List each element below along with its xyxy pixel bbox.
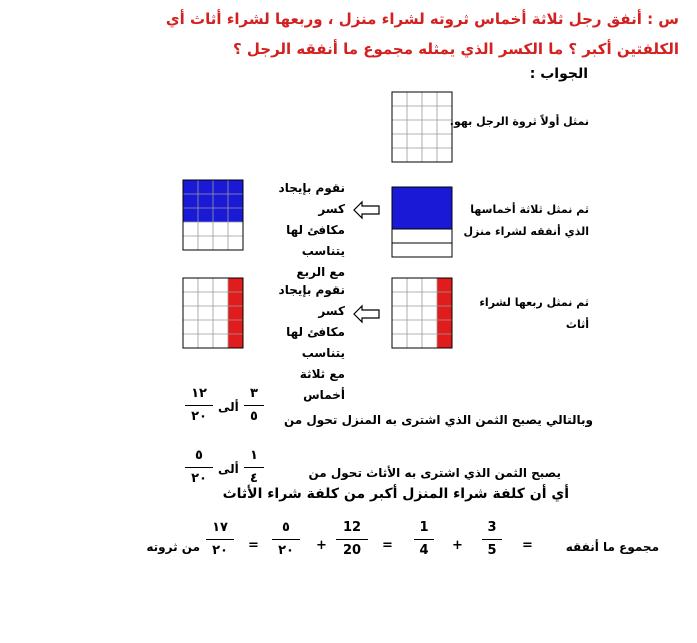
house-conversion-text: وبالتالي يصبح الثمن الذي اشترى به المنزل تحول من (283, 413, 593, 427)
fraction-denominator: 4 (419, 543, 429, 558)
fraction-1-4 (414, 520, 434, 559)
sum-suffix: من ثروته (146, 540, 200, 554)
fraction-numerator: 1 (419, 520, 429, 535)
fraction-bar (185, 405, 213, 406)
equiv-quarter-line-3: مع الربع (296, 265, 345, 279)
to-word: ألى (218, 462, 239, 476)
fraction-bar (185, 467, 213, 468)
fraction-denominator: ٢٠ (191, 471, 207, 486)
fraction-denominator: 5 (487, 543, 497, 558)
house-text-line-1: ثم نمثل ثلاثة أخماسها (470, 203, 589, 216)
equiv-fifths-line-1: نقوم بإيجاد كسر (278, 283, 345, 318)
fraction-denominator: ٢٠ (191, 409, 207, 424)
equiv-quarter-text (255, 178, 345, 283)
fraction-denominator: ٢٠ (212, 543, 228, 558)
fraction-bar (414, 539, 434, 540)
equiv-fifths-text (255, 280, 345, 406)
furniture-conversion-text: يصبح الثمن الذي اشترى به الأثاث تحول من (308, 466, 561, 480)
fraction-numerator: ٣ (250, 386, 258, 401)
fraction-denominator: ٢٠ (278, 543, 294, 558)
equals-sign: = (382, 538, 393, 553)
furniture-fraction-text (459, 292, 589, 336)
fraction-numerator: 12 (342, 520, 362, 535)
fraction-three-fifths (244, 386, 264, 425)
fraction-bar (244, 467, 264, 468)
represent-wealth-text: نمثل أولاً ثروة الرجل بهو. (449, 115, 589, 128)
furniture-text-line-1: ثم نمثل ربعها لشراء (479, 296, 589, 309)
whole-wealth-grid (392, 92, 454, 164)
equiv-quarter-line-2: مكافئ لها يتناسب (286, 223, 345, 258)
five-twentieths-grid (183, 278, 245, 350)
fraction-numerator: ١٢ (191, 386, 207, 401)
to-word: ألى (218, 400, 239, 414)
house-fraction-text (459, 199, 589, 243)
answer-label: الجواب : (529, 66, 588, 82)
twelve-twentieths-grid (183, 180, 245, 252)
furniture-text-line-2: أثاث (565, 318, 589, 331)
fraction-bar (336, 539, 368, 540)
equiv-fifths-line-3: مع ثلاثة أخماس (299, 367, 345, 402)
fraction-17-20 (206, 520, 234, 559)
house-text-line-2: الذي أنفقه لشراء منزل (463, 225, 589, 238)
fraction-numerator: ١ (250, 448, 258, 463)
question-line-2: الكلفتين أكبر ؟ ما الكسر الذي يمثله مجموع ما أنفقه الرجل ؟ (232, 40, 679, 58)
plus-sign: + (452, 538, 463, 553)
three-fifths-house-grid (392, 187, 454, 259)
fraction-one-quarter (244, 448, 264, 487)
plus-sign: + (316, 538, 327, 553)
equals-sign: = (248, 538, 259, 553)
fraction-denominator: ٤ (250, 471, 258, 486)
fraction-12-20 (336, 520, 368, 559)
equals-sign: = (522, 538, 533, 553)
fraction-denominator: 20 (342, 543, 362, 558)
fraction-bar (206, 539, 234, 540)
fraction-twelve-twentieths (185, 386, 213, 425)
fraction-numerator: 3 (487, 520, 497, 535)
fraction-bar (482, 539, 502, 540)
conclusion-text: أي أن كلفة شراء المنزل أكبر من كلفة شراء الأثاث (222, 486, 569, 502)
fraction-3-5 (482, 520, 502, 559)
sum-label: مجموع ما أنفقه (565, 540, 659, 554)
left-arrow-icon (354, 306, 380, 322)
fraction-numerator: ٥ (282, 520, 290, 535)
fraction-denominator: ٥ (250, 409, 258, 424)
question-line-1: س : أنفق رجل ثلاثة أخماس ثروته لشراء منزل ، وربعها لشراء أثاث أي (165, 10, 679, 28)
fraction-numerator: ١٧ (212, 520, 228, 535)
fraction-bar (244, 405, 264, 406)
equiv-quarter-line-1: نقوم بإيجاد كسر (278, 181, 345, 216)
fraction-numerator: ٥ (195, 448, 203, 463)
quarter-furniture-grid (392, 278, 454, 350)
left-arrow-icon (354, 202, 380, 218)
equiv-fifths-line-2: مكافئ لها يتناسب (286, 325, 345, 360)
fraction-bar (272, 539, 300, 540)
fraction-5-20 (272, 520, 300, 559)
fraction-five-twentieths (185, 448, 213, 487)
